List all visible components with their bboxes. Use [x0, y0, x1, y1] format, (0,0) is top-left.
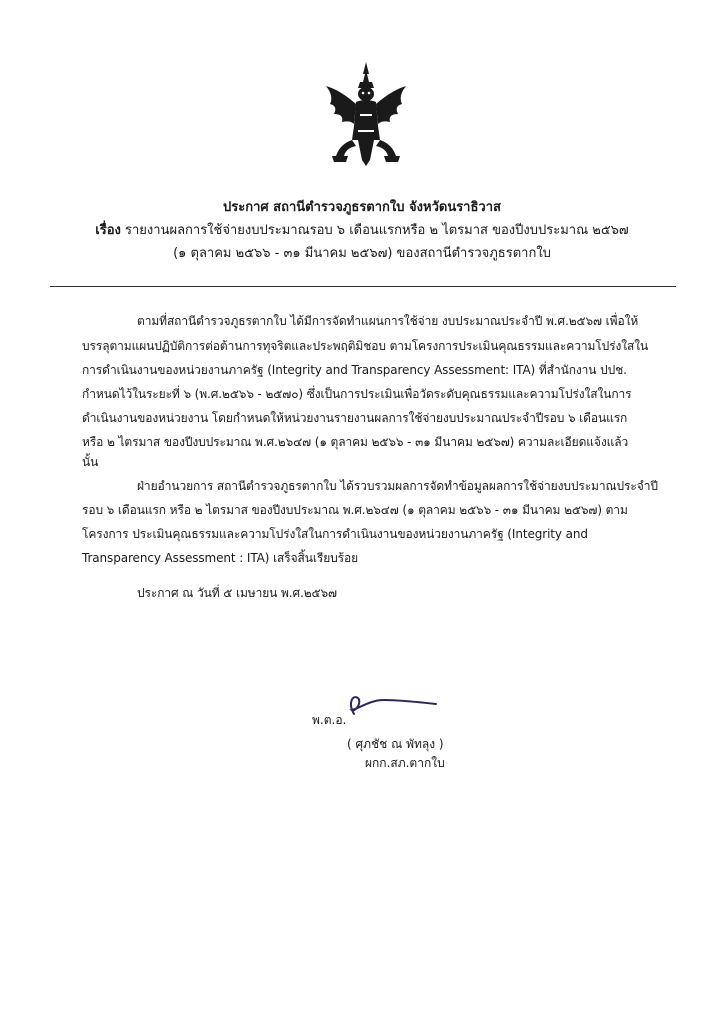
paragraph2-line: ฝ่ายอำนวยการ สถานีตำรวจภูธรตากใบ ได้รวบรวมผลการจัดทำข้อมูลผลการใช้จ่ายงบประมาณประจำปี — [137, 479, 658, 493]
subject-label: เรื่อง — [95, 223, 121, 238]
paragraph1-line: ดำเนินงานของหน่วยงาน โดยกำหนดให้หน่วยงานรายงานผลการใช้จ่ายงบประมาณประจำปีรอบ ๖ เดือนแรก — [82, 411, 628, 425]
paragraph1-line: บรรลุตามแผนปฏิบัติการต่อต้านการทุจริตและประพฤติมิชอบ ตามโครงการประเมินคุณธรรมและความโปร่งใสใน — [82, 339, 649, 353]
signer-rank: พ.ต.อ. — [312, 713, 347, 727]
paragraph2-line: Transparency Assessment : ITA) เสร็จสิ้นเรียบร้อย — [82, 551, 359, 565]
subject-text: รายงานผลการใช้จ่ายงบประมาณรอบ ๖ เดือนแรกหรือ ๒ ไตรมาส ของปีงบประมาณ ๒๕๖๗ — [125, 223, 629, 238]
paragraph1-line: นั้น — [82, 455, 99, 469]
paragraph2-line: โครงการ ประเมินคุณธรรมและความโปร่งใสในการดำเนินงานของหน่วยงานภาครัฐ (Integrity and — [82, 527, 588, 541]
paragraph1-line: การดำเนินงานของหน่วยงานภาครัฐ (Integrity and Transparency Assessment: ITA) ที่สำนักงาน ปปช. — [82, 363, 627, 377]
paragraph2-line: รอบ ๖ เดือนแรก หรือ ๒ ไตรมาส ของปีงบประมาณ พ.ศ.๒๖๔๗ (๑ ตุลาคม ๒๕๖๖ - ๓๑ มีนาคม ๒๕๖๗) ตาม — [82, 503, 628, 517]
announcement-title: ประกาศ สถานีตำรวจภูธรตากใบ จังหวัดนราธิวาส — [223, 200, 501, 215]
announce-date: ประกาศ ณ วันที่ ๕ เมษายน พ.ศ.๒๕๖๗ — [137, 586, 337, 600]
announcement-subject — [0, 221, 724, 241]
paragraph1-line: หรือ ๒ ไตรมาส ของปีงบประมาณ พ.ศ.๒๖๔๗ (๑ ตุลาคม ๒๕๖๖ - ๓๑ มีนาคม ๒๕๖๗) ความละเอียดแจ้งแล้ว — [82, 435, 629, 449]
signer-position: ผกก.สภ.ตากใบ — [365, 756, 445, 770]
handwritten-signature — [340, 690, 440, 718]
garuda-emblem-icon — [322, 60, 410, 170]
paragraph1-line: กำหนดไว้ในระยะที่ ๖ (พ.ศ.๒๕๖๖ - ๒๕๗๐) ซึ่งเป็นการประเมินเพื่อวัดระดับคุณธรรมและความโปร่งใสในการ — [82, 387, 632, 401]
signer-name: ( ศุภชัช ณ พัทลุง ) — [347, 737, 444, 751]
paragraph1-line: ตามที่สถานีตำรวจภูธรตากใบ ได้มีการจัดทำแผนการใช้จ่าย งบประมาณประจำปี พ.ศ.๒๕๖๗ เพื่อให้ — [137, 314, 639, 328]
announcement-period: (๑ ตุลาคม ๒๕๖๖ - ๓๑ มีนาคม ๒๕๖๗) ของสถานีตำรวจภูธรตากใบ — [173, 246, 551, 261]
header-divider — [50, 286, 676, 287]
